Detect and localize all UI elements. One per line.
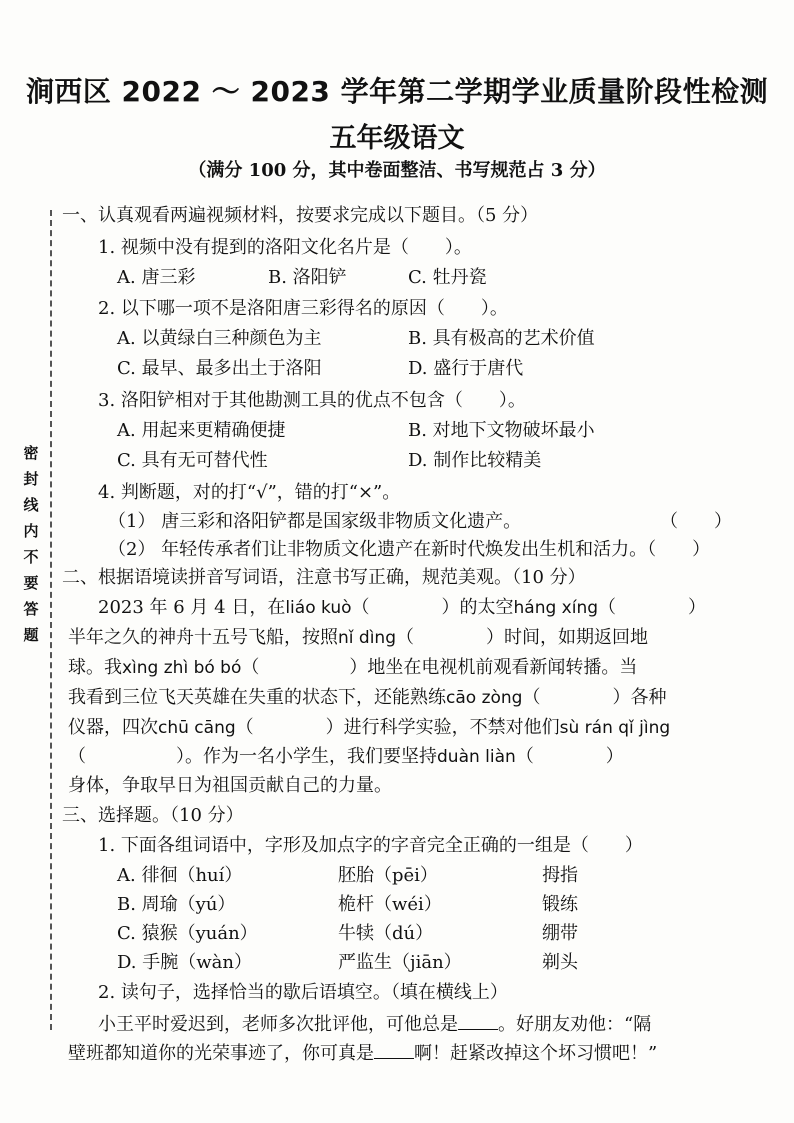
s2-answer-blank[interactable]: （ ） xyxy=(598,597,707,618)
s3-q1-row-a-word1: A. 徘徊（huí） xyxy=(117,865,243,886)
s3-q1-row-c-word3: 绷带 xyxy=(542,923,578,944)
s3-q1-stem: 1. 下面各组词语中，字形及加点字的字音完全正确的一组是（ ） xyxy=(98,835,643,856)
s3-q2-line1 xyxy=(98,1011,651,1037)
s3-q1-row-a-word2: 胚胎（pēi） xyxy=(338,865,438,886)
pinyin-suranqijing: sù rán qǐ jìng xyxy=(559,718,671,738)
pinyin-liaokuo: liáo kuò xyxy=(285,598,352,618)
section2-heading: 二、根据语境读拼音写词语，注意书写正确，规范美观。（10 分） xyxy=(62,567,586,588)
s1-q2-option-b: B. 具有极高的艺术价值 xyxy=(408,328,595,349)
s3-q1-row-d-word3: 剃头 xyxy=(542,952,578,973)
s3-q2-fill-line-2[interactable] xyxy=(374,1040,414,1059)
s3-q1-row-d-word2: 严监生（jiān） xyxy=(338,952,462,973)
s1-q2-option-c: C. 最早、最多出土于洛阳 xyxy=(117,358,322,379)
s1-q1-option-b: B. 洛阳铲 xyxy=(268,267,347,288)
s1-q3-option-d: D. 制作比较精美 xyxy=(408,450,542,471)
s3-q1-row-c-word1: C. 猿猴（yuán） xyxy=(117,923,258,944)
s3-q2-text: 。好朋友劝他：“隔 xyxy=(498,1014,652,1035)
s3-q1-row-d-word1: D. 手腕（wàn） xyxy=(117,952,252,973)
s1-q3-option-b: B. 对地下文物破坏最小 xyxy=(408,420,595,441)
s2-line2 xyxy=(68,626,648,650)
s3-q2-stem: 2. 读句子，选择恰当的歇后语填空。（填在横线上） xyxy=(98,982,508,1003)
s2-text: 半年之久的神舟十五号飞船，按照 xyxy=(68,627,338,648)
s2-text: 球。我 xyxy=(68,657,122,678)
s3-q1-row-b-word1: B. 周瑜（yú） xyxy=(117,894,236,915)
s1-q3-stem: 3. 洛阳铲相对于其他勘测工具的优点不包含（ ）。 xyxy=(98,390,526,411)
binding-dashed-line xyxy=(50,210,52,1030)
s2-answer-blank[interactable]: （ ）的太空 xyxy=(351,597,514,618)
s1-q1-stem: 1. 视频中没有提到的洛阳文化名片是（ ）。 xyxy=(98,237,472,258)
section1-heading: 一、认真观看两遍视频材料，按要求完成以下题目。（5 分） xyxy=(62,205,539,226)
s2-answer-blank[interactable]: （ ）进行科学实验，不禁对他们 xyxy=(235,717,560,738)
s3-q2-fill-line-1[interactable] xyxy=(458,1011,498,1030)
s2-text: 2023 年 6 月 4 日，在 xyxy=(98,597,286,618)
s2-answer-blank[interactable]: （ ） xyxy=(515,746,624,767)
section3-heading: 三、选择题。（10 分） xyxy=(62,805,244,826)
score-note: （满分 100 分，其中卷面整洁、书写规范占 3 分） xyxy=(188,160,606,181)
pinyin-chucang: chū cāng xyxy=(158,718,236,738)
s2-answer-blank[interactable]: （ ）地坐在电视机前观看新闻转播。当 xyxy=(241,657,638,678)
s3-q2-text: 啊！赶紧改掉这个坏习惯吧！” xyxy=(414,1043,658,1064)
s1-q4-item2: （2） 年轻传承者们让非物质文化遗产在新时代焕发出生机和活力。（ ） xyxy=(108,539,711,560)
s3-q1-row-a-word3: 拇指 xyxy=(542,865,578,886)
s3-q2-text: 壁班都知道你的光荣事迹了，你可真是 xyxy=(68,1043,374,1064)
s2-line6 xyxy=(68,745,624,769)
s1-q1-option-a: A. 唐三彩 xyxy=(117,267,196,288)
s1-q2-stem: 2. 以下哪一项不是洛阳唐三彩得名的原因（ ）。 xyxy=(98,298,508,319)
s1-q4-item1: （1） 唐三彩和洛阳铲都是国家级非物质文化遗产。 xyxy=(108,511,522,532)
s2-line1 xyxy=(98,596,706,620)
s2-answer-blank[interactable]: （ ）。作为一名小学生，我们要坚持 xyxy=(68,746,437,767)
s2-line7: 身体，争取早日为祖国贡献自己的力量。 xyxy=(68,775,392,796)
pinyin-caozong: cāo zòng xyxy=(446,688,523,708)
s2-answer-blank[interactable]: （ ）时间，如期返回地 xyxy=(395,627,648,648)
exam-subtitle: 五年级语文 xyxy=(329,123,465,154)
s2-line4 xyxy=(68,686,666,710)
s1-q2-option-a: A. 以黄绿白三种颜色为主 xyxy=(117,328,322,349)
s2-line3 xyxy=(68,656,637,680)
s1-q3-option-c: C. 具有无可替代性 xyxy=(117,450,268,471)
s1-q2-option-d: D. 盛行于唐代 xyxy=(408,358,524,379)
s2-line5 xyxy=(68,716,670,740)
pinyin-niding: nǐ dìng xyxy=(338,628,396,648)
s1-q1-option-c: C. 牡丹瓷 xyxy=(408,267,487,288)
pinyin-hangxing: háng xíng xyxy=(513,598,599,618)
s1-q4-stem: 4. 判断题，对的打“√”，错的打“×”。 xyxy=(98,482,401,503)
s2-text: 我看到三位飞天英雄在失重的状态下，还能熟练 xyxy=(68,687,446,708)
s3-q1-row-c-word2: 牛犊（dú） xyxy=(338,923,434,944)
s3-q1-row-b-word3: 锻练 xyxy=(542,894,578,915)
s3-q1-row-b-word2: 桅杆（wéi） xyxy=(338,894,442,915)
s2-text: 仪器，四次 xyxy=(68,717,158,738)
s2-answer-blank[interactable]: （ ）各种 xyxy=(522,687,667,708)
pinyin-xingzhibobo: xìng zhì bó bó xyxy=(122,658,242,678)
pinyin-duanlian: duàn liàn xyxy=(437,747,516,767)
binding-warning: 密封线内不要答题 xyxy=(23,444,39,644)
s1-q4-item1-paren[interactable]: （ ） xyxy=(660,511,732,532)
s3-q2-text: 小王平时爱迟到，老师多次批评他，可他总是 xyxy=(98,1014,458,1035)
s3-q2-line2 xyxy=(68,1040,657,1066)
s1-q3-option-a: A. 用起来更精确便捷 xyxy=(117,420,286,441)
exam-title: 涧西区 2022 ～ 2023 学年第二学期学业质量阶段性检测 xyxy=(25,75,769,108)
